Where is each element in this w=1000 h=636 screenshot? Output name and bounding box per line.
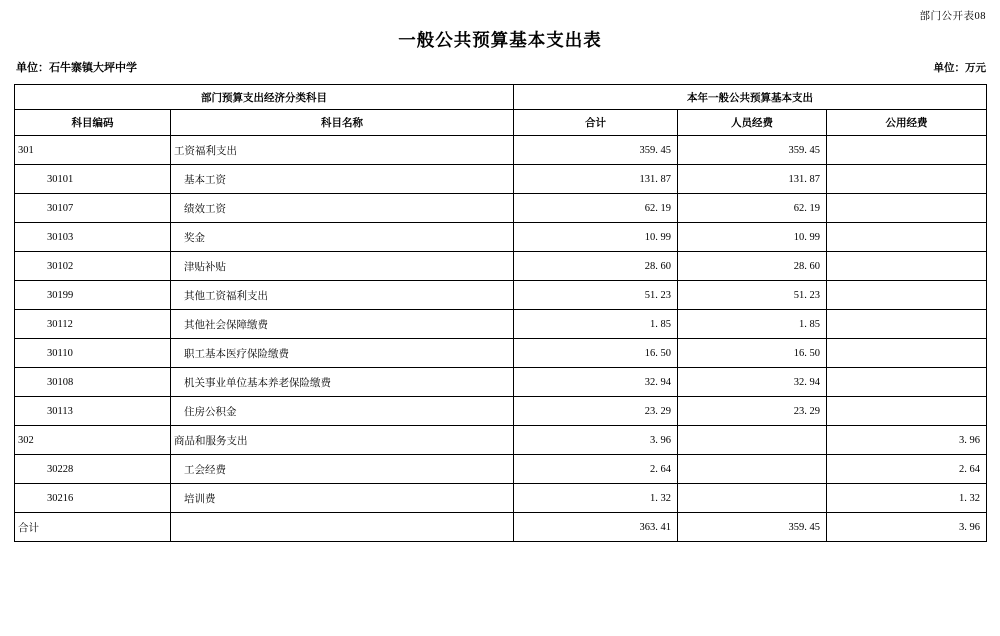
cell-public: 3. 96 bbox=[827, 513, 987, 542]
col-header-total: 合计 bbox=[514, 110, 678, 136]
cell-code: 30103 bbox=[15, 223, 171, 252]
cell-code: 30199 bbox=[15, 281, 171, 310]
cell-public: 2. 64 bbox=[827, 455, 987, 484]
cell-total: 3. 96 bbox=[514, 426, 678, 455]
cell-code: 30102 bbox=[15, 252, 171, 281]
cell-public bbox=[827, 136, 987, 165]
doc-number: 部门公开表08 bbox=[919, 11, 986, 22]
table-row bbox=[15, 426, 987, 455]
col-header-code: 科目编码 bbox=[15, 110, 171, 136]
col-header-personnel: 人员经费 bbox=[678, 110, 827, 136]
cell-code: 30216 bbox=[15, 484, 171, 513]
cell-personnel: 23. 29 bbox=[678, 397, 827, 426]
cell-personnel: 16. 50 bbox=[678, 339, 827, 368]
cell-personnel: 62. 19 bbox=[678, 194, 827, 223]
cell-public bbox=[827, 252, 987, 281]
cell-name: 津贴补贴 bbox=[171, 252, 514, 281]
table-body bbox=[15, 136, 987, 542]
cell-total: 2. 64 bbox=[514, 455, 678, 484]
cell-personnel: 51. 23 bbox=[678, 281, 827, 310]
budget-table bbox=[14, 84, 987, 542]
cell-name: 其他工资福利支出 bbox=[171, 281, 514, 310]
cell-public bbox=[827, 339, 987, 368]
cell-name: 住房公积金 bbox=[171, 397, 514, 426]
table-row bbox=[15, 484, 987, 513]
cell-name bbox=[171, 513, 514, 542]
cell-name: 奖金 bbox=[171, 223, 514, 252]
cell-code: 30101 bbox=[15, 165, 171, 194]
cell-total: 359. 45 bbox=[514, 136, 678, 165]
table-row bbox=[15, 223, 987, 252]
cell-public bbox=[827, 223, 987, 252]
cell-personnel: 32. 94 bbox=[678, 368, 827, 397]
table-row bbox=[15, 397, 987, 426]
column-header-row bbox=[15, 110, 987, 136]
unit-name-label: 单位：石牛寨镇大坪中学 bbox=[16, 62, 137, 74]
cell-total: 28. 60 bbox=[514, 252, 678, 281]
cell-code: 30112 bbox=[15, 310, 171, 339]
cell-name: 基本工资 bbox=[171, 165, 514, 194]
cell-personnel bbox=[678, 455, 827, 484]
cell-name: 其他社会保障缴费 bbox=[171, 310, 514, 339]
cell-public bbox=[827, 165, 987, 194]
cell-total: 363. 41 bbox=[514, 513, 678, 542]
cell-public: 3. 96 bbox=[827, 426, 987, 455]
cell-code: 30113 bbox=[15, 397, 171, 426]
cell-total: 51. 23 bbox=[514, 281, 678, 310]
cell-public bbox=[827, 281, 987, 310]
cell-code: 30108 bbox=[15, 368, 171, 397]
cell-total: 10. 99 bbox=[514, 223, 678, 252]
table-row bbox=[15, 339, 987, 368]
cell-code: 30107 bbox=[15, 194, 171, 223]
unit-row bbox=[16, 59, 986, 75]
cell-name: 工会经费 bbox=[171, 455, 514, 484]
cell-public bbox=[827, 397, 987, 426]
cell-name: 培训费 bbox=[171, 484, 514, 513]
table-row bbox=[15, 368, 987, 397]
cell-code: 301 bbox=[15, 136, 171, 165]
cell-personnel: 359. 45 bbox=[678, 513, 827, 542]
table-row bbox=[15, 136, 987, 165]
cell-personnel: 131. 87 bbox=[678, 165, 827, 194]
cell-personnel: 1. 85 bbox=[678, 310, 827, 339]
cell-total: 62. 19 bbox=[514, 194, 678, 223]
cell-name: 绩效工资 bbox=[171, 194, 514, 223]
table-row bbox=[15, 310, 987, 339]
table-row bbox=[15, 281, 987, 310]
cell-code: 合计 bbox=[15, 513, 171, 542]
cell-total: 1. 32 bbox=[514, 484, 678, 513]
cell-code: 30228 bbox=[15, 455, 171, 484]
table-row bbox=[15, 194, 987, 223]
table-header bbox=[15, 85, 987, 136]
cell-code: 30110 bbox=[15, 339, 171, 368]
col-header-public: 公用经费 bbox=[827, 110, 987, 136]
unit-measure-label: 单位：万元 bbox=[933, 63, 986, 74]
table-row-total bbox=[15, 513, 987, 542]
cell-personnel: 10. 99 bbox=[678, 223, 827, 252]
group-header-row bbox=[15, 85, 987, 110]
cell-personnel: 28. 60 bbox=[678, 252, 827, 281]
cell-total: 16. 50 bbox=[514, 339, 678, 368]
col-header-name: 科目名称 bbox=[171, 110, 514, 136]
table-row bbox=[15, 252, 987, 281]
table-row bbox=[15, 455, 987, 484]
cell-public bbox=[827, 368, 987, 397]
cell-public bbox=[827, 310, 987, 339]
cell-name: 职工基本医疗保险缴费 bbox=[171, 339, 514, 368]
cell-name: 机关事业单位基本养老保险缴费 bbox=[171, 368, 514, 397]
cell-total: 32. 94 bbox=[514, 368, 678, 397]
cell-public bbox=[827, 194, 987, 223]
group-header-expenditure: 本年一般公共预算基本支出 bbox=[514, 85, 987, 110]
cell-code: 302 bbox=[15, 426, 171, 455]
cell-name: 商品和服务支出 bbox=[171, 426, 514, 455]
table-row bbox=[15, 165, 987, 194]
cell-total: 131. 87 bbox=[514, 165, 678, 194]
cell-personnel bbox=[678, 484, 827, 513]
cell-public: 1. 32 bbox=[827, 484, 987, 513]
cell-total: 1. 85 bbox=[514, 310, 678, 339]
cell-personnel: 359. 45 bbox=[678, 136, 827, 165]
cell-total: 23. 29 bbox=[514, 397, 678, 426]
cell-name: 工资福利支出 bbox=[171, 136, 514, 165]
page-title: 一般公共预算基本支出表 bbox=[398, 30, 602, 50]
group-header-classification: 部门预算支出经济分类科目 bbox=[15, 85, 514, 110]
cell-personnel bbox=[678, 426, 827, 455]
